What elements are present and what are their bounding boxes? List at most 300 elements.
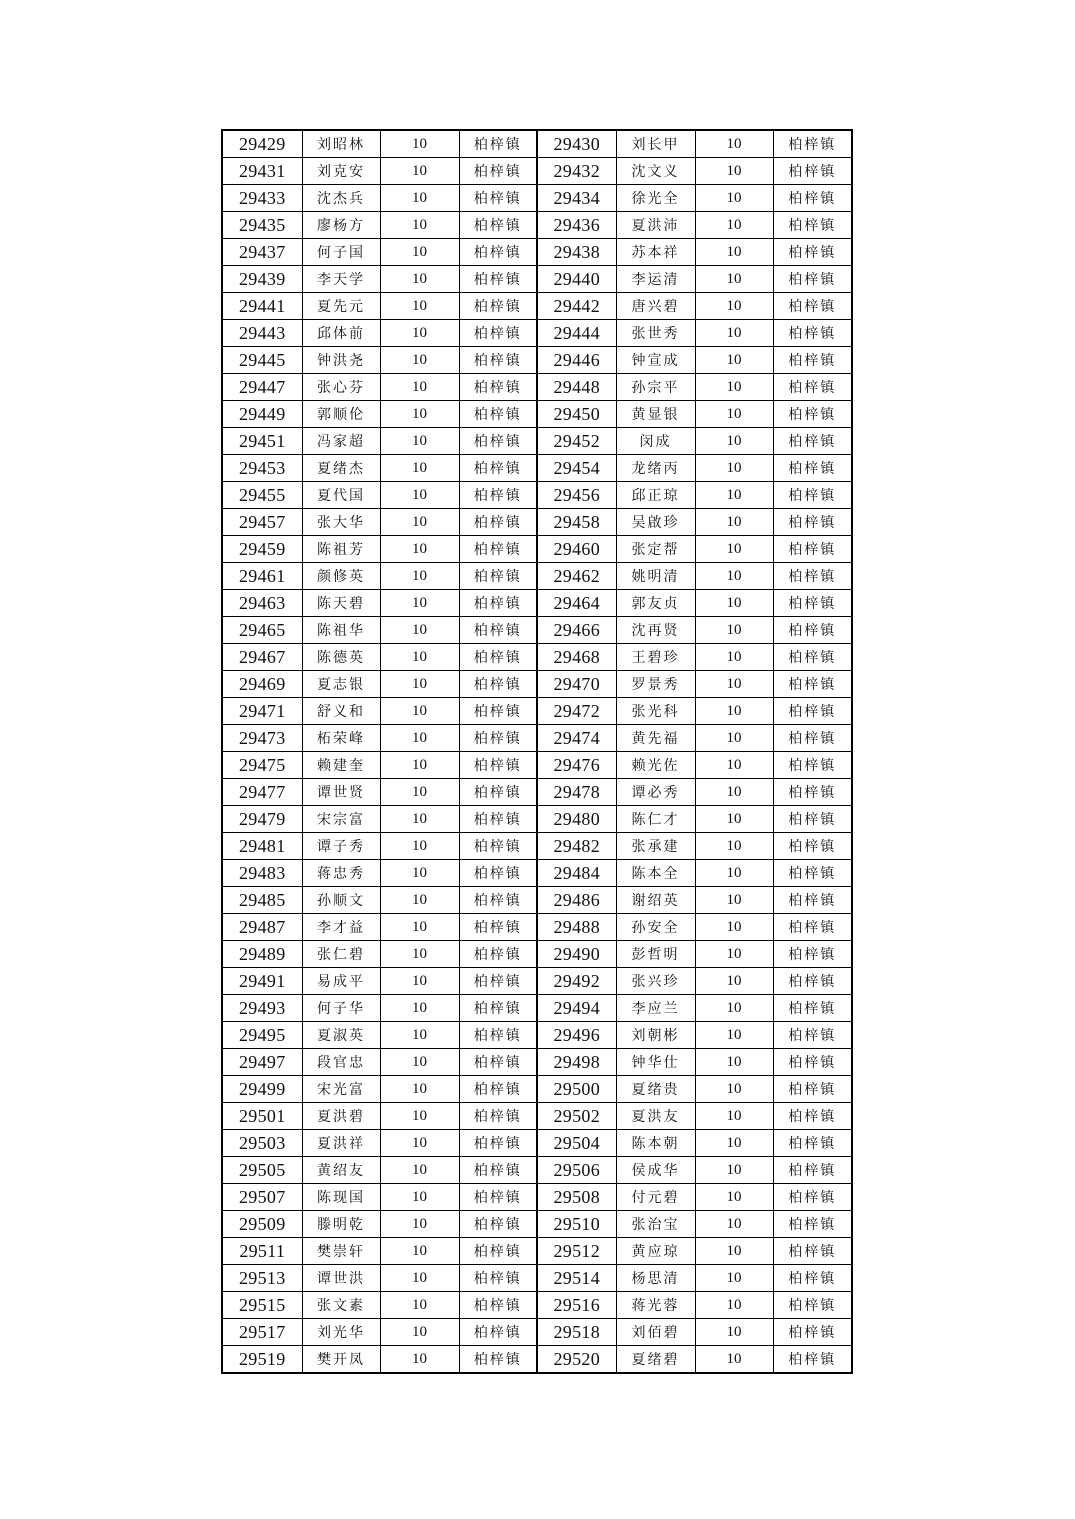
record-id-cell: 29487 (222, 914, 302, 941)
record-id-cell: 29492 (537, 968, 616, 995)
amount-cell: 10 (380, 1184, 459, 1211)
record-id-cell: 29483 (222, 860, 302, 887)
person-name-cell: 夏绪杰 (302, 455, 380, 482)
record-id-cell: 29479 (222, 806, 302, 833)
record-id-cell: 29471 (222, 698, 302, 725)
record-id-cell: 29502 (537, 1103, 616, 1130)
amount-cell: 10 (380, 266, 459, 293)
record-id-cell: 29491 (222, 968, 302, 995)
record-id-cell: 29457 (222, 509, 302, 536)
person-name-cell: 赖光佐 (616, 752, 695, 779)
person-name-cell: 张仁碧 (302, 941, 380, 968)
record-id-cell: 29515 (222, 1292, 302, 1319)
record-id-cell: 29468 (537, 644, 616, 671)
person-name-cell: 谭世洪 (302, 1265, 380, 1292)
person-name-cell: 沈再贤 (616, 617, 695, 644)
amount-cell: 10 (380, 455, 459, 482)
town-cell: 柏梓镇 (773, 347, 852, 374)
amount-cell: 10 (380, 1076, 459, 1103)
table-row (222, 509, 852, 536)
record-id-cell: 29476 (537, 752, 616, 779)
person-name-cell: 闵成 (616, 428, 695, 455)
person-name-cell: 黄绍友 (302, 1157, 380, 1184)
person-name-cell: 黄显银 (616, 401, 695, 428)
person-name-cell: 李运清 (616, 266, 695, 293)
town-cell: 柏梓镇 (459, 1157, 537, 1184)
table-row (222, 1211, 852, 1238)
record-id-cell: 29501 (222, 1103, 302, 1130)
person-name-cell: 夏志银 (302, 671, 380, 698)
town-cell: 柏梓镇 (459, 725, 537, 752)
amount-cell: 10 (695, 833, 773, 860)
town-cell: 柏梓镇 (773, 293, 852, 320)
record-id-cell: 29494 (537, 995, 616, 1022)
record-id-cell: 29480 (537, 806, 616, 833)
town-cell: 柏梓镇 (459, 1184, 537, 1211)
record-id-cell: 29498 (537, 1049, 616, 1076)
person-name-cell: 夏先元 (302, 293, 380, 320)
town-cell: 柏梓镇 (773, 1076, 852, 1103)
amount-cell: 10 (380, 644, 459, 671)
town-cell: 柏梓镇 (773, 455, 852, 482)
person-name-cell: 谢绍英 (616, 887, 695, 914)
amount-cell: 10 (380, 428, 459, 455)
person-name-cell: 苏本祥 (616, 239, 695, 266)
person-name-cell: 赖建奎 (302, 752, 380, 779)
record-id-cell: 29505 (222, 1157, 302, 1184)
person-name-cell: 何子国 (302, 239, 380, 266)
person-name-cell: 张世秀 (616, 320, 695, 347)
town-cell: 柏梓镇 (459, 158, 537, 185)
amount-cell: 10 (695, 1022, 773, 1049)
table-row (222, 266, 852, 293)
table-row (222, 428, 852, 455)
record-id-cell: 29452 (537, 428, 616, 455)
record-id-cell: 29447 (222, 374, 302, 401)
town-cell: 柏梓镇 (773, 590, 852, 617)
person-name-cell: 冯家超 (302, 428, 380, 455)
person-name-cell: 陈祖华 (302, 617, 380, 644)
person-name-cell: 陈本朝 (616, 1130, 695, 1157)
town-cell: 柏梓镇 (459, 995, 537, 1022)
amount-cell: 10 (695, 293, 773, 320)
record-id-cell: 29430 (537, 130, 616, 158)
amount-cell: 10 (380, 158, 459, 185)
amount-cell: 10 (695, 1238, 773, 1265)
town-cell: 柏梓镇 (459, 320, 537, 347)
person-name-cell: 彭哲明 (616, 941, 695, 968)
amount-cell: 10 (380, 1238, 459, 1265)
town-cell: 柏梓镇 (773, 644, 852, 671)
amount-cell: 10 (380, 995, 459, 1022)
person-name-cell: 宋宗富 (302, 806, 380, 833)
table-row (222, 536, 852, 563)
person-name-cell: 颜修英 (302, 563, 380, 590)
town-cell: 柏梓镇 (459, 1022, 537, 1049)
amount-cell: 10 (695, 644, 773, 671)
table-row (222, 293, 852, 320)
record-id-cell: 29512 (537, 1238, 616, 1265)
record-id-cell: 29437 (222, 239, 302, 266)
amount-cell: 10 (695, 401, 773, 428)
person-name-cell: 孙宗平 (616, 374, 695, 401)
amount-cell: 10 (380, 590, 459, 617)
amount-cell: 10 (695, 266, 773, 293)
amount-cell: 10 (380, 293, 459, 320)
person-name-cell: 钟洪尧 (302, 347, 380, 374)
record-id-cell: 29454 (537, 455, 616, 482)
record-id-cell: 29496 (537, 1022, 616, 1049)
amount-cell: 10 (695, 914, 773, 941)
town-cell: 柏梓镇 (459, 1292, 537, 1319)
amount-cell: 10 (695, 725, 773, 752)
amount-cell: 10 (380, 563, 459, 590)
record-id-cell: 29474 (537, 725, 616, 752)
record-id-cell: 29451 (222, 428, 302, 455)
person-name-cell: 易成平 (302, 968, 380, 995)
record-id-cell: 29516 (537, 1292, 616, 1319)
town-cell: 柏梓镇 (773, 1265, 852, 1292)
town-cell: 柏梓镇 (773, 1211, 852, 1238)
town-cell: 柏梓镇 (773, 1022, 852, 1049)
town-cell: 柏梓镇 (773, 779, 852, 806)
table-row (222, 185, 852, 212)
amount-cell: 10 (380, 914, 459, 941)
town-cell: 柏梓镇 (773, 185, 852, 212)
person-name-cell: 张定帮 (616, 536, 695, 563)
town-cell: 柏梓镇 (773, 1049, 852, 1076)
person-name-cell: 侯成华 (616, 1157, 695, 1184)
person-name-cell: 刘昭林 (302, 130, 380, 158)
record-id-cell: 29481 (222, 833, 302, 860)
table-body (222, 130, 852, 1373)
person-name-cell: 郭顺伦 (302, 401, 380, 428)
table-row (222, 887, 852, 914)
person-name-cell: 郭友贞 (616, 590, 695, 617)
record-id-cell: 29504 (537, 1130, 616, 1157)
amount-cell: 10 (695, 779, 773, 806)
record-id-cell: 29490 (537, 941, 616, 968)
town-cell: 柏梓镇 (459, 482, 537, 509)
person-name-cell: 沈杰兵 (302, 185, 380, 212)
table-row (222, 130, 852, 158)
amount-cell: 10 (380, 1103, 459, 1130)
town-cell: 柏梓镇 (459, 130, 537, 158)
town-cell: 柏梓镇 (459, 428, 537, 455)
table-row (222, 1184, 852, 1211)
amount-cell: 10 (380, 185, 459, 212)
town-cell: 柏梓镇 (459, 212, 537, 239)
amount-cell: 10 (695, 130, 773, 158)
record-id-cell: 29484 (537, 860, 616, 887)
record-id-cell: 29509 (222, 1211, 302, 1238)
table-row (222, 941, 852, 968)
record-id-cell: 29495 (222, 1022, 302, 1049)
record-id-cell: 29510 (537, 1211, 616, 1238)
person-name-cell: 邱正琼 (616, 482, 695, 509)
record-table (221, 129, 853, 1374)
record-id-cell: 29442 (537, 293, 616, 320)
table-row (222, 1346, 852, 1374)
record-id-cell: 29465 (222, 617, 302, 644)
person-name-cell: 谭必秀 (616, 779, 695, 806)
person-name-cell: 陈德英 (302, 644, 380, 671)
person-name-cell: 王碧珍 (616, 644, 695, 671)
town-cell: 柏梓镇 (773, 320, 852, 347)
amount-cell: 10 (695, 1184, 773, 1211)
town-cell: 柏梓镇 (773, 509, 852, 536)
amount-cell: 10 (695, 1130, 773, 1157)
town-cell: 柏梓镇 (459, 266, 537, 293)
record-id-cell: 29456 (537, 482, 616, 509)
record-id-cell: 29520 (537, 1346, 616, 1374)
town-cell: 柏梓镇 (459, 239, 537, 266)
town-cell: 柏梓镇 (773, 212, 852, 239)
amount-cell: 10 (380, 725, 459, 752)
amount-cell: 10 (380, 1130, 459, 1157)
person-name-cell: 夏洪友 (616, 1103, 695, 1130)
table-row (222, 482, 852, 509)
person-name-cell: 夏淑英 (302, 1022, 380, 1049)
town-cell: 柏梓镇 (773, 1292, 852, 1319)
person-name-cell: 张治宝 (616, 1211, 695, 1238)
person-name-cell: 张大华 (302, 509, 380, 536)
amount-cell: 10 (380, 130, 459, 158)
amount-cell: 10 (695, 347, 773, 374)
amount-cell: 10 (695, 455, 773, 482)
record-id-cell: 29477 (222, 779, 302, 806)
record-id-cell: 29500 (537, 1076, 616, 1103)
amount-cell: 10 (695, 212, 773, 239)
person-name-cell: 刘克安 (302, 158, 380, 185)
town-cell: 柏梓镇 (773, 1157, 852, 1184)
town-cell: 柏梓镇 (459, 887, 537, 914)
amount-cell: 10 (380, 536, 459, 563)
record-id-cell: 29432 (537, 158, 616, 185)
town-cell: 柏梓镇 (459, 1211, 537, 1238)
table-row (222, 671, 852, 698)
record-id-cell: 29517 (222, 1319, 302, 1346)
amount-cell: 10 (695, 536, 773, 563)
amount-cell: 10 (695, 185, 773, 212)
record-id-cell: 29467 (222, 644, 302, 671)
person-name-cell: 邱体前 (302, 320, 380, 347)
record-id-cell: 29499 (222, 1076, 302, 1103)
person-name-cell: 夏洪祥 (302, 1130, 380, 1157)
amount-cell: 10 (380, 1319, 459, 1346)
record-id-cell: 29473 (222, 725, 302, 752)
table-row (222, 1022, 852, 1049)
town-cell: 柏梓镇 (459, 1076, 537, 1103)
record-id-cell: 29478 (537, 779, 616, 806)
table-row (222, 1292, 852, 1319)
table-row (222, 617, 852, 644)
record-id-cell: 29433 (222, 185, 302, 212)
record-id-cell: 29464 (537, 590, 616, 617)
person-name-cell: 李天学 (302, 266, 380, 293)
town-cell: 柏梓镇 (773, 1319, 852, 1346)
person-name-cell: 谭世贤 (302, 779, 380, 806)
amount-cell: 10 (695, 590, 773, 617)
record-id-cell: 29482 (537, 833, 616, 860)
town-cell: 柏梓镇 (459, 509, 537, 536)
amount-cell: 10 (380, 968, 459, 995)
person-name-cell: 姚明清 (616, 563, 695, 590)
record-id-cell: 29438 (537, 239, 616, 266)
person-name-cell: 柘荣峰 (302, 725, 380, 752)
town-cell: 柏梓镇 (773, 536, 852, 563)
amount-cell: 10 (695, 158, 773, 185)
amount-cell: 10 (380, 1265, 459, 1292)
town-cell: 柏梓镇 (773, 725, 852, 752)
record-id-cell: 29486 (537, 887, 616, 914)
town-cell: 柏梓镇 (459, 644, 537, 671)
record-id-cell: 29444 (537, 320, 616, 347)
town-cell: 柏梓镇 (459, 1265, 537, 1292)
amount-cell: 10 (380, 374, 459, 401)
amount-cell: 10 (380, 401, 459, 428)
town-cell: 柏梓镇 (773, 833, 852, 860)
person-name-cell: 黄先福 (616, 725, 695, 752)
town-cell: 柏梓镇 (773, 374, 852, 401)
amount-cell: 10 (695, 1319, 773, 1346)
person-name-cell: 张文素 (302, 1292, 380, 1319)
town-cell: 柏梓镇 (773, 698, 852, 725)
amount-cell: 10 (695, 752, 773, 779)
town-cell: 柏梓镇 (773, 428, 852, 455)
record-id-cell: 29489 (222, 941, 302, 968)
record-id-cell: 29466 (537, 617, 616, 644)
person-name-cell: 蒋忠秀 (302, 860, 380, 887)
record-id-cell: 29450 (537, 401, 616, 428)
person-name-cell: 何子华 (302, 995, 380, 1022)
table-row (222, 320, 852, 347)
town-cell: 柏梓镇 (773, 1130, 852, 1157)
town-cell: 柏梓镇 (773, 887, 852, 914)
record-id-cell: 29440 (537, 266, 616, 293)
person-name-cell: 夏洪碧 (302, 1103, 380, 1130)
amount-cell: 10 (380, 1292, 459, 1319)
amount-cell: 10 (695, 1103, 773, 1130)
person-name-cell: 陈天碧 (302, 590, 380, 617)
amount-cell: 10 (380, 482, 459, 509)
record-id-cell: 29514 (537, 1265, 616, 1292)
person-name-cell: 段官忠 (302, 1049, 380, 1076)
person-name-cell: 滕明乾 (302, 1211, 380, 1238)
amount-cell: 10 (695, 1346, 773, 1374)
table-row (222, 1103, 852, 1130)
town-cell: 柏梓镇 (459, 941, 537, 968)
person-name-cell: 吴啟珍 (616, 509, 695, 536)
table-row (222, 914, 852, 941)
record-id-cell: 29519 (222, 1346, 302, 1374)
amount-cell: 10 (695, 239, 773, 266)
town-cell: 柏梓镇 (773, 995, 852, 1022)
amount-cell: 10 (380, 509, 459, 536)
amount-cell: 10 (380, 212, 459, 239)
table-row (222, 455, 852, 482)
record-id-cell: 29441 (222, 293, 302, 320)
person-name-cell: 徐光全 (616, 185, 695, 212)
amount-cell: 10 (380, 617, 459, 644)
record-id-cell: 29518 (537, 1319, 616, 1346)
town-cell: 柏梓镇 (459, 1238, 537, 1265)
record-id-cell: 29470 (537, 671, 616, 698)
record-id-cell: 29503 (222, 1130, 302, 1157)
person-name-cell: 夏洪沛 (616, 212, 695, 239)
amount-cell: 10 (380, 671, 459, 698)
amount-cell: 10 (695, 887, 773, 914)
person-name-cell: 钟宣成 (616, 347, 695, 374)
town-cell: 柏梓镇 (773, 671, 852, 698)
town-cell: 柏梓镇 (459, 779, 537, 806)
town-cell: 柏梓镇 (773, 617, 852, 644)
record-id-cell: 29460 (537, 536, 616, 563)
town-cell: 柏梓镇 (773, 941, 852, 968)
amount-cell: 10 (380, 779, 459, 806)
person-name-cell: 刘长甲 (616, 130, 695, 158)
person-name-cell: 张承建 (616, 833, 695, 860)
town-cell: 柏梓镇 (773, 806, 852, 833)
record-id-cell: 29431 (222, 158, 302, 185)
table-row (222, 860, 852, 887)
record-id-cell: 29493 (222, 995, 302, 1022)
record-id-cell: 29459 (222, 536, 302, 563)
table-row (222, 779, 852, 806)
person-name-cell: 陈本全 (616, 860, 695, 887)
record-id-cell: 29434 (537, 185, 616, 212)
person-name-cell: 钟华仕 (616, 1049, 695, 1076)
person-name-cell: 龙绪丙 (616, 455, 695, 482)
record-id-cell: 29449 (222, 401, 302, 428)
amount-cell: 10 (695, 1292, 773, 1319)
town-cell: 柏梓镇 (773, 1103, 852, 1130)
person-name-cell: 沈文义 (616, 158, 695, 185)
record-id-cell: 29445 (222, 347, 302, 374)
record-id-cell: 29472 (537, 698, 616, 725)
person-name-cell: 杨思清 (616, 1265, 695, 1292)
amount-cell: 10 (695, 509, 773, 536)
person-name-cell: 付元碧 (616, 1184, 695, 1211)
record-id-cell: 29497 (222, 1049, 302, 1076)
person-name-cell: 孙安全 (616, 914, 695, 941)
amount-cell: 10 (695, 968, 773, 995)
record-id-cell: 29508 (537, 1184, 616, 1211)
amount-cell: 10 (695, 671, 773, 698)
town-cell: 柏梓镇 (459, 185, 537, 212)
amount-cell: 10 (380, 1049, 459, 1076)
table-row (222, 752, 852, 779)
record-id-cell: 29462 (537, 563, 616, 590)
town-cell: 柏梓镇 (459, 1319, 537, 1346)
town-cell: 柏梓镇 (459, 1346, 537, 1374)
table-row (222, 590, 852, 617)
person-name-cell: 夏绪碧 (616, 1346, 695, 1374)
table-row (222, 833, 852, 860)
table-row (222, 698, 852, 725)
table-row (222, 1238, 852, 1265)
amount-cell: 10 (695, 1076, 773, 1103)
town-cell: 柏梓镇 (459, 293, 537, 320)
person-name-cell: 谭子秀 (302, 833, 380, 860)
record-id-cell: 29475 (222, 752, 302, 779)
record-id-cell: 29443 (222, 320, 302, 347)
table-row (222, 1076, 852, 1103)
amount-cell: 10 (695, 1049, 773, 1076)
table-row (222, 401, 852, 428)
town-cell: 柏梓镇 (459, 401, 537, 428)
amount-cell: 10 (695, 617, 773, 644)
